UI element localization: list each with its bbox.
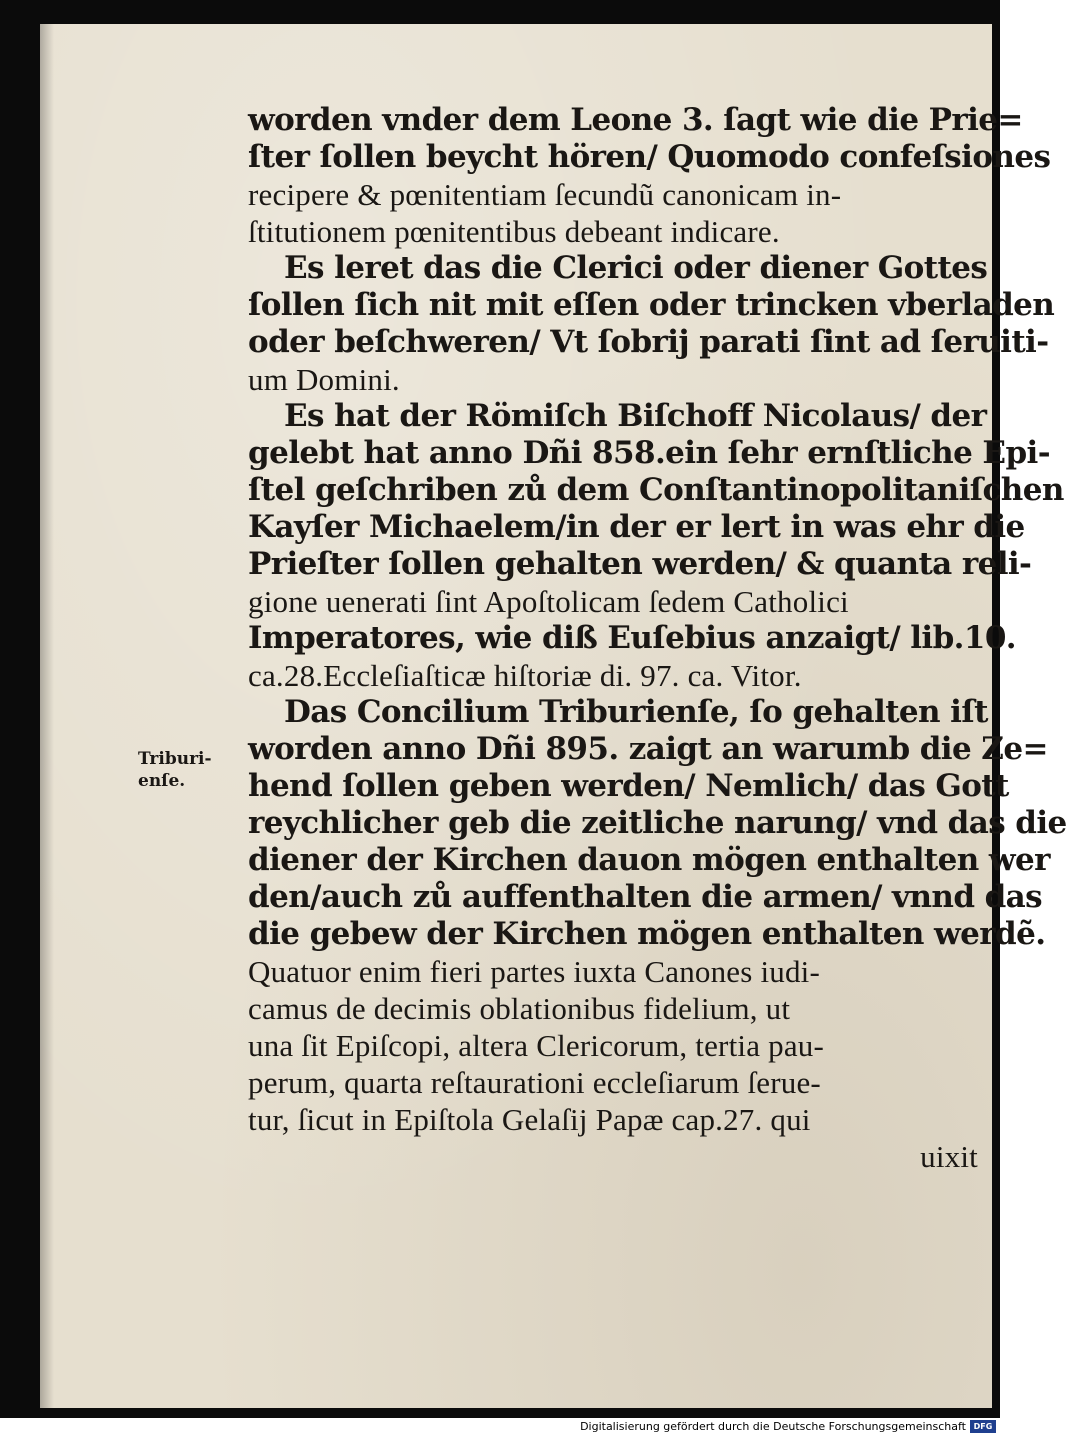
text-line: gione uenerati ſint Apoſtolicam ſedem Catholici: [248, 584, 849, 619]
text-line: Kayſer Michaelem/in der er lert in was ehr die: [248, 509, 1025, 545]
text-line: perum, quarta reſtaurationi eccleſiarum ſerue-: [248, 1065, 821, 1100]
catchword: uixit: [920, 1139, 978, 1174]
book-page: [40, 24, 1067, 1408]
text-line: Quatuor enim fieri partes iuxta Canones iudi-: [248, 954, 821, 989]
margin-note-line: enſe.: [138, 771, 186, 791]
margin-note-line: Triburi-: [138, 749, 212, 769]
page-gutter-shadow: [40, 24, 54, 1408]
text-line: Es leret das die Clerici oder diener Gottes: [284, 250, 988, 286]
text-line: tur, ſicut in Epiſtola Gelaſij Papæ cap.27. qui: [248, 1102, 811, 1137]
text-line: gelebt hat anno Dñi 858.ein ſehr ernſtliche Epi-: [248, 435, 1050, 471]
text-line: Prieſter ſollen gehalten werden/ & quanta reli-: [248, 546, 1032, 582]
text-line: die gebew der Kirchen mögen enthalten werdẽ.: [248, 916, 1046, 952]
dfg-logo-icon: DFG: [970, 1420, 996, 1433]
text-line: Das Concilium Triburienſe, ſo gehalten iſt: [284, 694, 988, 730]
text-line: Es hat der Römiſch Biſchoff Nicolaus/ der: [284, 398, 987, 434]
text-line: worden vnder dem Leone 3. ſagt wie die Prie=: [248, 102, 1023, 138]
text-line: um Domini.: [248, 362, 400, 397]
page-text-block: [248, 102, 1067, 1175]
text-line: hend ſollen geben werden/ Nemlich/ das Gott: [248, 768, 1009, 804]
text-line: ſollen ſich nit mit eſſen oder trincken vberladen: [248, 287, 1055, 323]
text-line: ſter ſollen beycht hören/ Quomodo confeſsiones: [248, 139, 1051, 175]
text-line: den/auch zů auffenthalten die armen/ vnnd das: [248, 879, 1043, 915]
text-line: worden anno Dñi 895. zaigt an warumb die Ze=: [248, 731, 1048, 767]
text-line: ſtitutionem pœnitentibus debeant indicare.: [248, 214, 780, 249]
text-line: camus de decimis oblationibus fidelium, ut: [248, 991, 791, 1026]
text-line: ca.28.Eccleſiaſticæ hiſtoriæ di. 97. ca. Vitor.: [248, 658, 802, 693]
text-line: reychlicher geb die zeitliche narung/ vnd das die: [248, 805, 1067, 841]
text-line: oder beſchweren/ Vt ſobrij parati ſint ad ſeruiti-: [248, 324, 1049, 360]
funding-credit: Digitalisierung gefördert durch die Deutsche Forschungsgemeinschaft: [580, 1420, 966, 1433]
text-line: diener der Kirchen dauon mögen enthalten wer: [248, 842, 1050, 878]
text-line: una ſit Epiſcopi, altera Clericorum, tertia pau-: [248, 1028, 825, 1063]
margin-note: [138, 748, 212, 792]
text-line: Imperatores, wie diß Euſebius anzaigt/ lib.10.: [248, 620, 1017, 656]
footer-bar: [0, 1418, 1000, 1436]
text-line: recipere & pœnitentiam ſecundũ canonicam in-: [248, 177, 842, 212]
text-line: ſtel geſchriben zů dem Conſtantinopolitaniſchen: [248, 472, 1064, 508]
